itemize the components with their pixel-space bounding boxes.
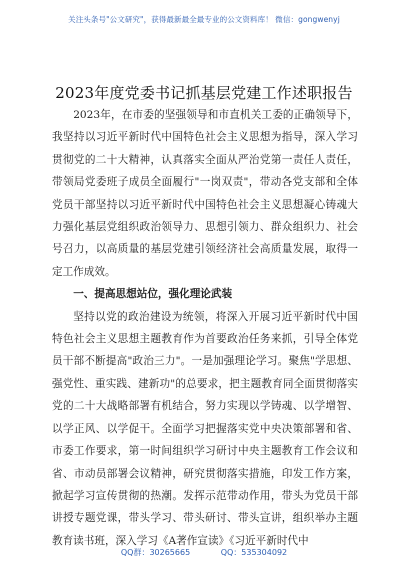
document-body (52, 104, 358, 552)
header-banner-text: 关注头条号"公文研究"，获得最新最全最专业的公文资料库！ 微信：gongwenyj (68, 15, 340, 24)
footer-qq: QQ：535304092 (220, 548, 288, 557)
section-paragraph: 坚持以党的政治建设为统领，将深入开展习近平新时代中国特色社会主义思想主题教育作为首要政治任务来抓，引导全体党员干部不断提高"政治三力"。一是加强理论学习。聚焦"学思想、强党性、重实践、建新功"的总要求，把主题教育同全面贯彻落实党的二十大战略部署有机结合，努力实现以学铸魂、以学增智、以学正风、以学促干。全面学习把握落实党中央决策部署和省、市委工作要求，第一时间组织学习研讨中央主题教育工作会议和省、市动员部署会议精神，研究贯彻落实措施，印发工作方案，掀起学习宣传贯彻的热潮。发挥示范带动作用，带头为党员干部讲授专题党课，带头学习、带头研讨、带头宣讲，组织举办主题教育读书班，深入学习《A著作宣读》《习近平新时代中 (52, 310, 358, 547)
footer-qq-group: QQ群：30265665 (120, 548, 191, 557)
header-banner (0, 14, 408, 25)
footer-contact (0, 547, 408, 558)
intro-paragraph: 2023年，在市委的坚强领导和市直机关工委的正确领导下，我坚持以习近平新时代中国特色社会主义思想为指导，深入学习贯彻党的二十大精神，认真落实全面从严治党第一责任人责任，带领局党委班子成员全面履行"一岗双责"，带动各党支部和全体党员干部坚持以习近平新时代中国特色社会主义思想凝心铸魂大力强化基层党组织政治领导力、思想引领力、群众组织力、社会号召力，以高质量的基层党建引领经济社会高质量发展，取得一定工作成效。 (52, 109, 358, 278)
section-heading: 一、提高思想站位，强化理论武装 (73, 288, 233, 301)
document-title: 2023年度党委书记抓基层党建工作述职报告 (55, 84, 353, 102)
